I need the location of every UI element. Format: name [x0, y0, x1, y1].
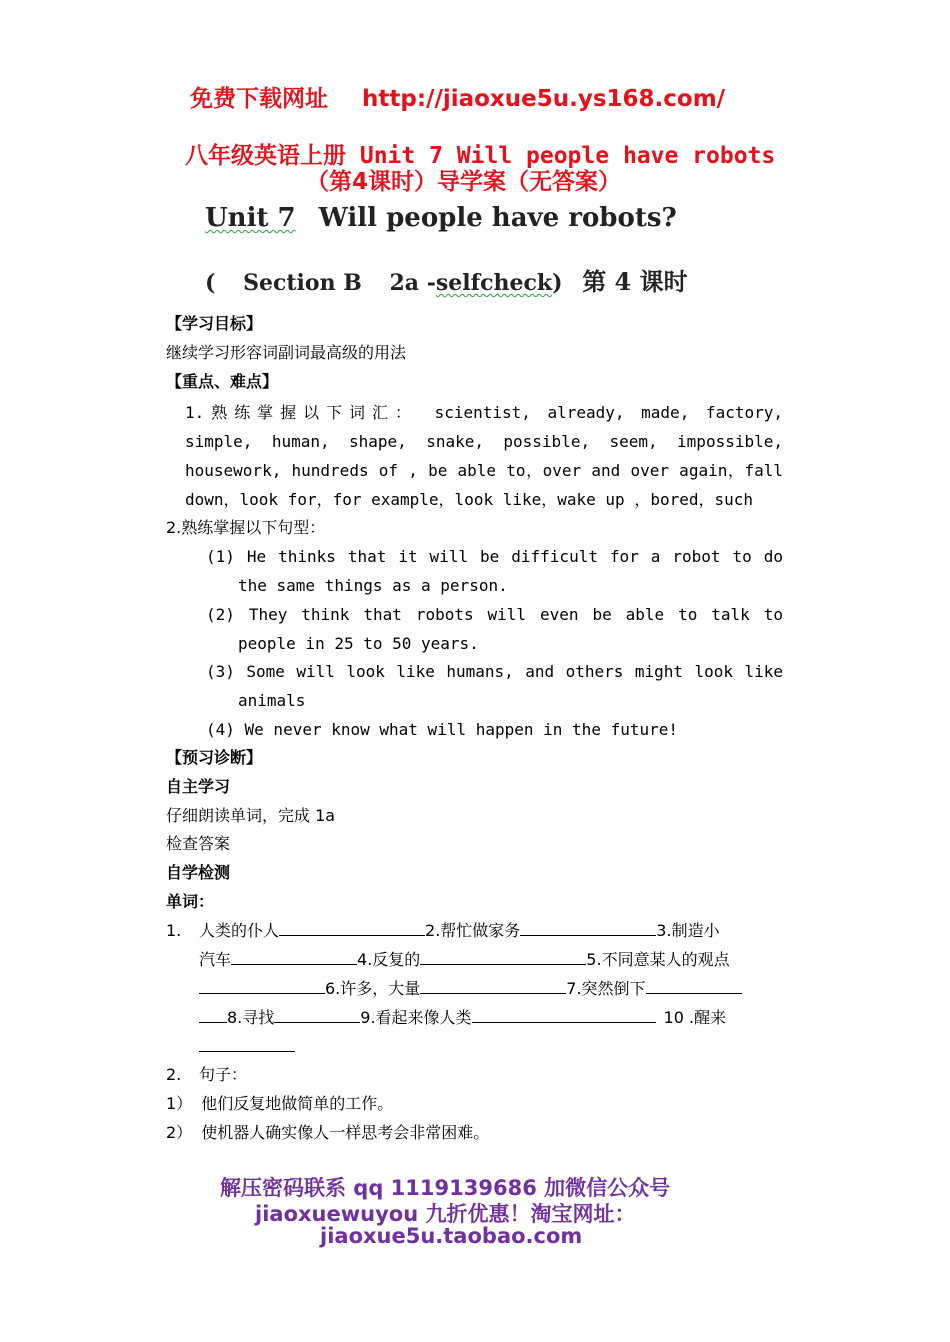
- footer-wechat: jiaoxuewuyou 九折优惠！淘宝网址：: [255, 1202, 636, 1226]
- answer-blank[interactable]: [279, 917, 425, 936]
- vocab-line: simple, human, shape, snake, possible, seem, impossible,: [185, 432, 783, 451]
- fill-line: [199, 1003, 726, 1032]
- section-heading: [205, 262, 688, 297]
- fill-line: [199, 974, 742, 1003]
- pattern-sentence: (2) They think that robots will even be able to talk to: [206, 605, 783, 624]
- download-url-link[interactable]: http://jiaoxue5u.ys168.com/: [362, 86, 726, 112]
- answer-blank[interactable]: [646, 975, 742, 994]
- section-range: [390, 270, 553, 296]
- fill-prompt: 5.不同意某人的观点: [586, 950, 730, 969]
- unit-heading: [205, 203, 677, 233]
- answer-blank[interactable]: [520, 917, 656, 936]
- words-item-number: 1.: [166, 921, 182, 940]
- fill-prompt: 6.许多，大量: [325, 979, 421, 998]
- sentence-pattern-heading: 2.熟练掌握以下句型：: [166, 518, 326, 537]
- translation-number: 1）: [166, 1094, 193, 1113]
- words-label: 单词：: [166, 892, 215, 911]
- fill-line: [199, 945, 730, 974]
- download-header: [190, 80, 725, 113]
- translation-item: [166, 1089, 393, 1118]
- task-check-answers: 检查答案: [166, 834, 231, 853]
- pattern-sentence-cont: people in 25 to 50 years.: [238, 634, 479, 653]
- fill-prompt: 8.寻找: [227, 1008, 275, 1027]
- translation-number: 2）: [166, 1123, 193, 1142]
- vocab-line: down，look for，for example，look like，wake up ，bored，such: [185, 490, 754, 509]
- open-paren: (: [205, 270, 216, 296]
- pattern-sentence-cont: the same things as a person.: [238, 576, 508, 595]
- close-paren: ): [552, 270, 563, 296]
- answer-blank[interactable]: [420, 975, 566, 994]
- fill-prompt: 9.看起来像人类: [360, 1008, 472, 1027]
- translation-text: 他们反复地做简单的工作。: [201, 1094, 394, 1113]
- sentences-label: 句子：: [199, 1065, 248, 1084]
- vocab-line: 1.熟练掌握以下词汇： scientist, already, made, factory,: [185, 403, 783, 422]
- page-title: 八年级英语上册 Unit 7 Will people have robots: [185, 143, 776, 169]
- unit-label: Unit 7: [205, 203, 296, 233]
- answer-blank[interactable]: [274, 1004, 360, 1023]
- self-test-label: 自学检测: [166, 863, 231, 882]
- page-subtitle: （第4课时）导学案（无答案）: [306, 169, 622, 195]
- pattern-sentence: (4) We never know what will happen in the future!: [206, 720, 679, 739]
- answer-blank[interactable]: [199, 1004, 227, 1023]
- sentences-item-number: 2.: [166, 1065, 182, 1084]
- pattern-sentence-cont: animals: [238, 691, 306, 710]
- range-a: 2a -: [389, 270, 436, 296]
- translation-text: 使机器人确实像人一样思考会非常困难。: [201, 1123, 490, 1142]
- preview-heading: 【预习诊断】: [166, 748, 263, 767]
- lesson-label: 第 4 课时: [582, 267, 688, 296]
- fill-line: [199, 916, 720, 945]
- fill-prompt: 7.突然倒下: [566, 979, 646, 998]
- download-label: 免费下载网址: [190, 86, 328, 112]
- goals-text: 继续学习形容词副词最高级的用法: [166, 343, 407, 362]
- fill-prompt: 10 .醒来: [663, 1008, 727, 1027]
- answer-blank[interactable]: [420, 946, 586, 965]
- translation-item: [166, 1118, 489, 1147]
- pattern-sentence: (3) Some will look like humans, and others might look like: [206, 662, 783, 681]
- key-points-heading: 【重点、难点】: [166, 372, 279, 391]
- unit-title: Will people have robots?: [318, 203, 677, 233]
- answer-blank[interactable]: [231, 946, 357, 965]
- footer-shop-link[interactable]: jiaoxue5u.taobao.com: [320, 1224, 583, 1248]
- fill-prompt: 人类的仆人: [199, 921, 280, 940]
- self-study-label: 自主学习: [166, 777, 231, 796]
- section-label: Section B: [243, 270, 362, 296]
- answer-blank[interactable]: [199, 1033, 295, 1052]
- goals-heading: 【学习目标】: [166, 314, 263, 333]
- answer-blank[interactable]: [199, 975, 325, 994]
- answer-blank[interactable]: [472, 1004, 656, 1023]
- fill-prompt: 2.帮忙做家务: [425, 921, 521, 940]
- footer-contact: 解压密码联系 qq 1119139686 加微信公众号: [220, 1176, 671, 1200]
- vocab-line: housework, hundreds of , be able to，over and over again，fall: [185, 461, 784, 480]
- task-read-words: 仔细朗读单词，完成 1a: [166, 806, 336, 825]
- fill-prompt: 4.反复的: [357, 950, 421, 969]
- range-b: selfcheck: [435, 270, 553, 296]
- pattern-sentence: (1) He thinks that it will be difficult for a robot to do: [206, 547, 783, 566]
- fill-prompt: 3.制造小: [656, 921, 720, 940]
- fill-prompt: 汽车: [199, 950, 232, 969]
- fill-line: [199, 1032, 295, 1061]
